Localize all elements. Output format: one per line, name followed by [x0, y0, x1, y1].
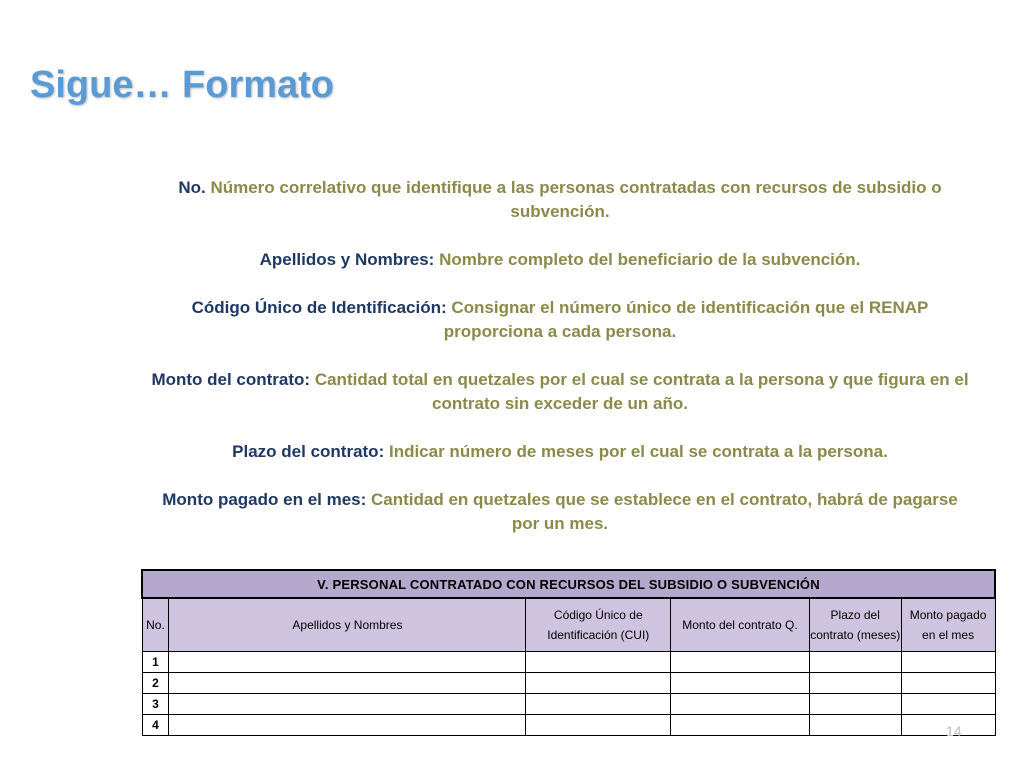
cell-apellidos[interactable]	[169, 673, 526, 694]
definitions-list	[150, 176, 970, 560]
row-number: 3	[142, 694, 169, 715]
definition-desc: Consignar el número único de identificación que el RENAP proporciona a cada persona.	[443, 298, 929, 341]
definition-term: No.	[178, 178, 206, 197]
page-number: 14	[946, 723, 962, 739]
definition-term: Monto pagado en el mes:	[162, 490, 367, 509]
definition-cui	[150, 296, 970, 344]
definition-desc: Indicar número de meses por el cual se contrata a la persona.	[388, 442, 888, 461]
cell-monto-contrato[interactable]	[671, 673, 810, 694]
cell-monto-contrato[interactable]	[671, 652, 810, 673]
cell-monto-pagado[interactable]	[901, 673, 995, 694]
column-header-monto-pagado: Monto pagado en el mes	[901, 598, 995, 652]
definition-term: Código Único de Identificación:	[191, 298, 447, 317]
table-header-row	[142, 598, 995, 652]
cell-apellidos[interactable]	[169, 694, 526, 715]
definition-desc: Cantidad total en quetzales por el cual se contrata a la persona y que figura en el contrato sin exceder de un año.	[314, 370, 969, 413]
definition-term: Plazo del contrato:	[232, 442, 385, 461]
definition-monto-contrato	[150, 368, 970, 416]
definition-term: Monto del contrato:	[151, 370, 311, 389]
cell-plazo[interactable]	[809, 652, 901, 673]
table-row	[142, 694, 995, 715]
column-header-apellidos: Apellidos y Nombres	[169, 598, 526, 652]
definition-monto-pagado	[150, 488, 970, 536]
cell-cui[interactable]	[526, 715, 671, 736]
cell-monto-contrato[interactable]	[671, 715, 810, 736]
cell-monto-contrato[interactable]	[671, 694, 810, 715]
cell-cui[interactable]	[526, 652, 671, 673]
cell-plazo[interactable]	[809, 694, 901, 715]
column-header-plazo: Plazo del contrato (meses)	[809, 598, 901, 652]
cell-monto-pagado[interactable]	[901, 652, 995, 673]
definition-desc: Cantidad en quetzales que se establece en el contrato, habrá de pagarse por un mes.	[371, 490, 958, 533]
definition-plazo	[150, 440, 970, 464]
row-number: 4	[142, 715, 169, 736]
table-row	[142, 652, 995, 673]
cell-cui[interactable]	[526, 694, 671, 715]
cell-apellidos[interactable]	[169, 652, 526, 673]
definition-term: Apellidos y Nombres:	[259, 250, 435, 269]
cell-apellidos[interactable]	[169, 715, 526, 736]
table-row	[142, 715, 995, 736]
row-number: 2	[142, 673, 169, 694]
slide-title: Sigue… Formato	[30, 64, 335, 106]
cell-cui[interactable]	[526, 673, 671, 694]
cell-plazo[interactable]	[809, 715, 901, 736]
column-header-cui: Código Único de Identificación (CUI)	[526, 598, 671, 652]
column-header-monto-contrato: Monto del contrato Q.	[671, 598, 810, 652]
personal-table	[141, 569, 996, 736]
row-number: 1	[142, 652, 169, 673]
definition-desc: Número correlativo que identifique a las personas contratadas con recursos de subsidio o subvención.	[210, 178, 942, 221]
definition-desc: Nombre completo del beneficiario de la subvención.	[439, 250, 861, 269]
definition-apellidos	[150, 248, 970, 272]
table-row	[142, 673, 995, 694]
cell-monto-pagado[interactable]	[901, 694, 995, 715]
definition-no	[150, 176, 970, 224]
section-title: V. PERSONAL CONTRATADO CON RECURSOS DEL SUBSIDIO O SUBVENCIÓN	[142, 570, 995, 598]
column-header-no: No.	[142, 598, 169, 652]
cell-plazo[interactable]	[809, 673, 901, 694]
